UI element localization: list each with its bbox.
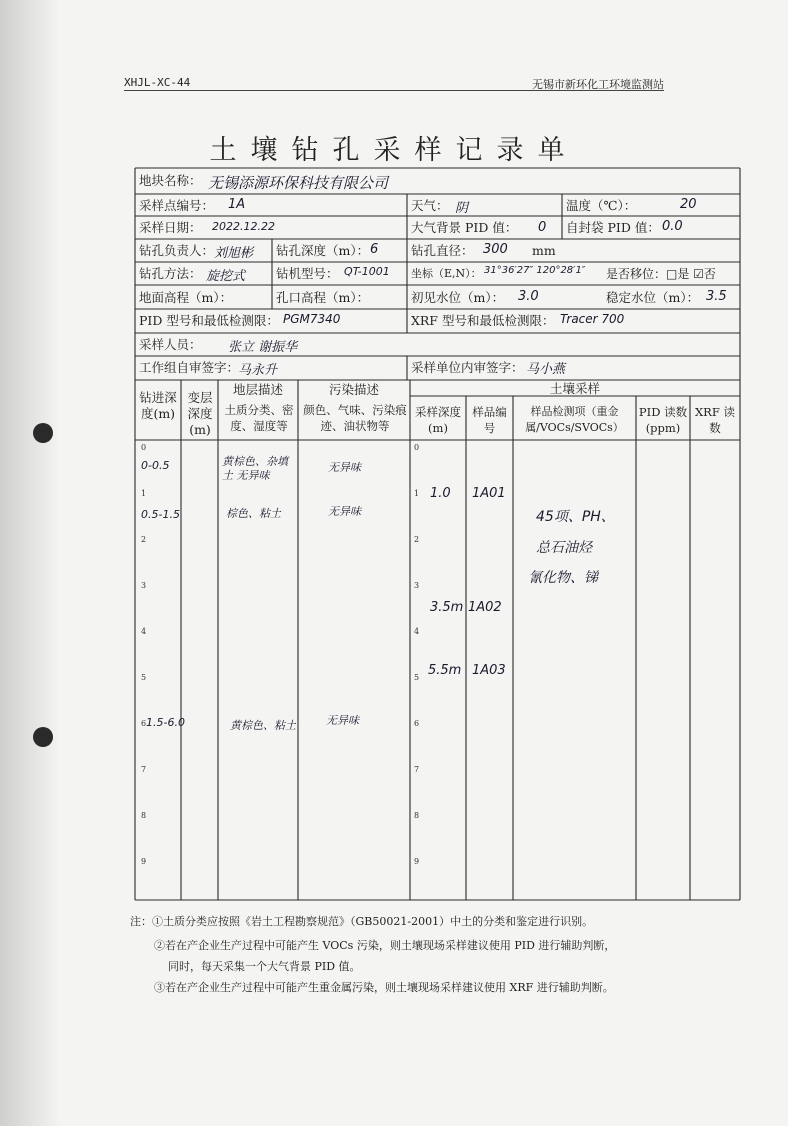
model-label: 钻机型号： bbox=[276, 266, 339, 281]
xrf-model-label: XRF 型号和最低检测限： bbox=[411, 313, 555, 328]
stable-water-label: 稳定水位（m）： bbox=[606, 290, 700, 305]
sample-depth-tick: 0 bbox=[414, 443, 420, 452]
col-test-items: 样品检测项（重金属/VOCs/SVOCs） bbox=[525, 405, 624, 434]
form-title: 土壤钻孔采样记录单 bbox=[209, 135, 579, 166]
xrf-model-value: Tracer 700 bbox=[560, 312, 625, 326]
coord-label: 坐标（E,N）： bbox=[411, 267, 482, 280]
ground-elevation-label: 地面高程（m）： bbox=[139, 290, 233, 305]
site-name-value: 无锡添源环保科技有限公司 bbox=[208, 174, 389, 192]
layer-strata-1: 黄棕色、杂填土 无异味 bbox=[222, 455, 288, 482]
drill-depth-tick: 9 bbox=[141, 857, 147, 866]
sampler-value: 张立 谢振华 bbox=[228, 340, 298, 355]
sample-depth-tick: 8 bbox=[414, 811, 420, 820]
sample-depth-2: 3.5m bbox=[430, 600, 464, 615]
layer-strata-3: 黄棕色、粘土 bbox=[230, 719, 296, 732]
drill-depth-tick: 7 bbox=[141, 765, 147, 774]
diameter-value: 300 bbox=[483, 242, 508, 257]
coord-value: 31°36′27″ 120°28′1″ bbox=[484, 265, 586, 276]
sample-depth-1: 1.0 bbox=[430, 486, 451, 501]
bag-pid-label: 自封袋 PID 值： bbox=[566, 220, 660, 235]
sample-no-2: 1A02 bbox=[468, 600, 502, 615]
date-value: 2022.12.22 bbox=[212, 220, 275, 233]
sample-depth-tick: 5 bbox=[414, 673, 420, 682]
drill-depth-tick: 3 bbox=[141, 581, 147, 590]
col-strata-group: 地层描述 bbox=[232, 382, 283, 397]
site-name-label: 地块名称： bbox=[139, 173, 202, 188]
unit-check-label: 采样单位内审签字： bbox=[411, 360, 524, 375]
sample-depth-tick: 3 bbox=[414, 581, 420, 590]
sample-depth-tick: 1 bbox=[414, 489, 420, 498]
moved-label: 是否移位：□是 ☑否 bbox=[606, 267, 716, 281]
unit-check-value: 马小燕 bbox=[526, 362, 566, 377]
drill-depth-tick: 8 bbox=[141, 811, 147, 820]
sample-depth-tick: 2 bbox=[414, 535, 420, 544]
driller-value: 刘旭彬 bbox=[214, 246, 254, 261]
organization-name: 无锡市新环化工环境监测站 bbox=[532, 78, 664, 91]
first-water-value: 3.0 bbox=[518, 289, 539, 304]
layer-pollution-1: 无异味 bbox=[328, 461, 361, 474]
bg-pid-value: 0 bbox=[538, 220, 547, 235]
test-items-line-2: 总石油烃 bbox=[536, 540, 592, 556]
col-sample-no: 样品编号 bbox=[472, 405, 507, 435]
layer-pollution-3: 无异味 bbox=[326, 714, 359, 727]
point-no-value: 1A bbox=[228, 197, 246, 212]
weather-label: 天气： bbox=[411, 198, 449, 213]
col-strata: 土质分类、密度、湿度等 bbox=[224, 403, 294, 433]
sample-no-3: 1A03 bbox=[472, 663, 506, 678]
layer-depth-3: 1.5-6.0 bbox=[146, 716, 185, 729]
col-layer-depth: 变层深度(m) bbox=[187, 390, 213, 437]
temperature-value: 20 bbox=[680, 197, 697, 212]
bag-pid-value: 0.0 bbox=[662, 219, 683, 234]
col-pid-reading: PID 读数(ppm) bbox=[638, 405, 688, 435]
diameter-unit: mm bbox=[532, 243, 556, 258]
sample-depth-tick: 7 bbox=[414, 765, 420, 774]
drill-depth-tick: 0 bbox=[141, 443, 147, 452]
depth-label: 钻孔深度（m）： bbox=[276, 243, 370, 258]
weather-value: 阴 bbox=[455, 201, 469, 216]
note-1: 注：①土质分类应按照《岩土工程勘察规范》（GB50021-2001）中土的分类和鉴定进行识别。 bbox=[130, 915, 594, 928]
stable-water-value: 3.5 bbox=[706, 289, 727, 304]
layer-pollution-2: 无异味 bbox=[328, 505, 361, 518]
method-label: 钻孔方法： bbox=[139, 266, 202, 281]
sample-depth-3: 5.5m bbox=[428, 663, 462, 678]
drill-depth-tick: 5 bbox=[141, 673, 147, 682]
drill-depth-tick: 4 bbox=[141, 627, 147, 636]
note-2: ②若在产企业生产过程中可能产生 VOCs 污染，则土壤现场采样建议使用 PID 进行辅助判断， bbox=[154, 939, 616, 952]
diameter-label: 钻孔直径： bbox=[411, 243, 474, 258]
sample-no-1: 1A01 bbox=[472, 486, 506, 501]
driller-label: 钻孔负责人： bbox=[139, 243, 215, 258]
method-value: 旋挖式 bbox=[206, 269, 246, 284]
col-drill-depth: 钻进深度(m) bbox=[139, 390, 177, 421]
note-4: ③若在产企业生产过程中可能产生重金属污染，则土壤现场采样建议使用 XRF 进行辅助判断。 bbox=[154, 981, 614, 994]
layer-depth-2: 0.5-1.5 bbox=[141, 508, 180, 521]
self-check-label: 工作组自审签字： bbox=[139, 360, 240, 375]
pid-model-label: PID 型号和最低检测限： bbox=[139, 313, 279, 328]
drill-depth-tick: 2 bbox=[141, 535, 147, 544]
layer-strata-2: 棕色、粘土 bbox=[226, 507, 281, 520]
col-xrf-reading: XRF 读数 bbox=[695, 405, 735, 435]
col-pollution-group: 污染描述 bbox=[328, 382, 379, 397]
self-check-value: 马永升 bbox=[238, 363, 278, 378]
hole-elevation-label: 孔口高程（m）： bbox=[276, 290, 370, 305]
col-pollution: 颜色、气味、污染痕迹、油状物等 bbox=[303, 403, 407, 433]
sample-depth-tick: 4 bbox=[414, 627, 420, 636]
temperature-label: 温度（℃）： bbox=[566, 198, 637, 213]
model-value: QT-1001 bbox=[344, 265, 390, 278]
form-code: XHJL-XC-44 bbox=[124, 76, 191, 89]
date-label: 采样日期： bbox=[139, 220, 202, 235]
sampler-label: 采样人员： bbox=[139, 337, 202, 352]
test-items-line-3: 氰化物、锑 bbox=[528, 570, 598, 586]
drill-depth-tick: 1 bbox=[141, 489, 147, 498]
pid-model-value: PGM7340 bbox=[283, 312, 341, 326]
sample-depth-tick: 9 bbox=[414, 857, 420, 866]
drill-depth-tick: 6 bbox=[141, 719, 147, 728]
first-water-label: 初见水位（m）： bbox=[411, 290, 505, 305]
test-items-line-1: 45项、PH、 bbox=[536, 509, 615, 525]
layer-depth-1: 0-0.5 bbox=[141, 459, 170, 472]
col-sample-depth: 采样深度(m) bbox=[415, 405, 461, 435]
col-sampling-group: 土壤采样 bbox=[549, 381, 600, 396]
point-no-label: 采样点编号： bbox=[139, 198, 215, 213]
bg-pid-label: 大气背景 PID 值： bbox=[411, 220, 518, 235]
depth-value: 6 bbox=[370, 242, 379, 257]
note-3: 同时，每天采集一个大气背景 PID 值。 bbox=[168, 960, 361, 973]
sample-depth-tick: 6 bbox=[414, 719, 420, 728]
